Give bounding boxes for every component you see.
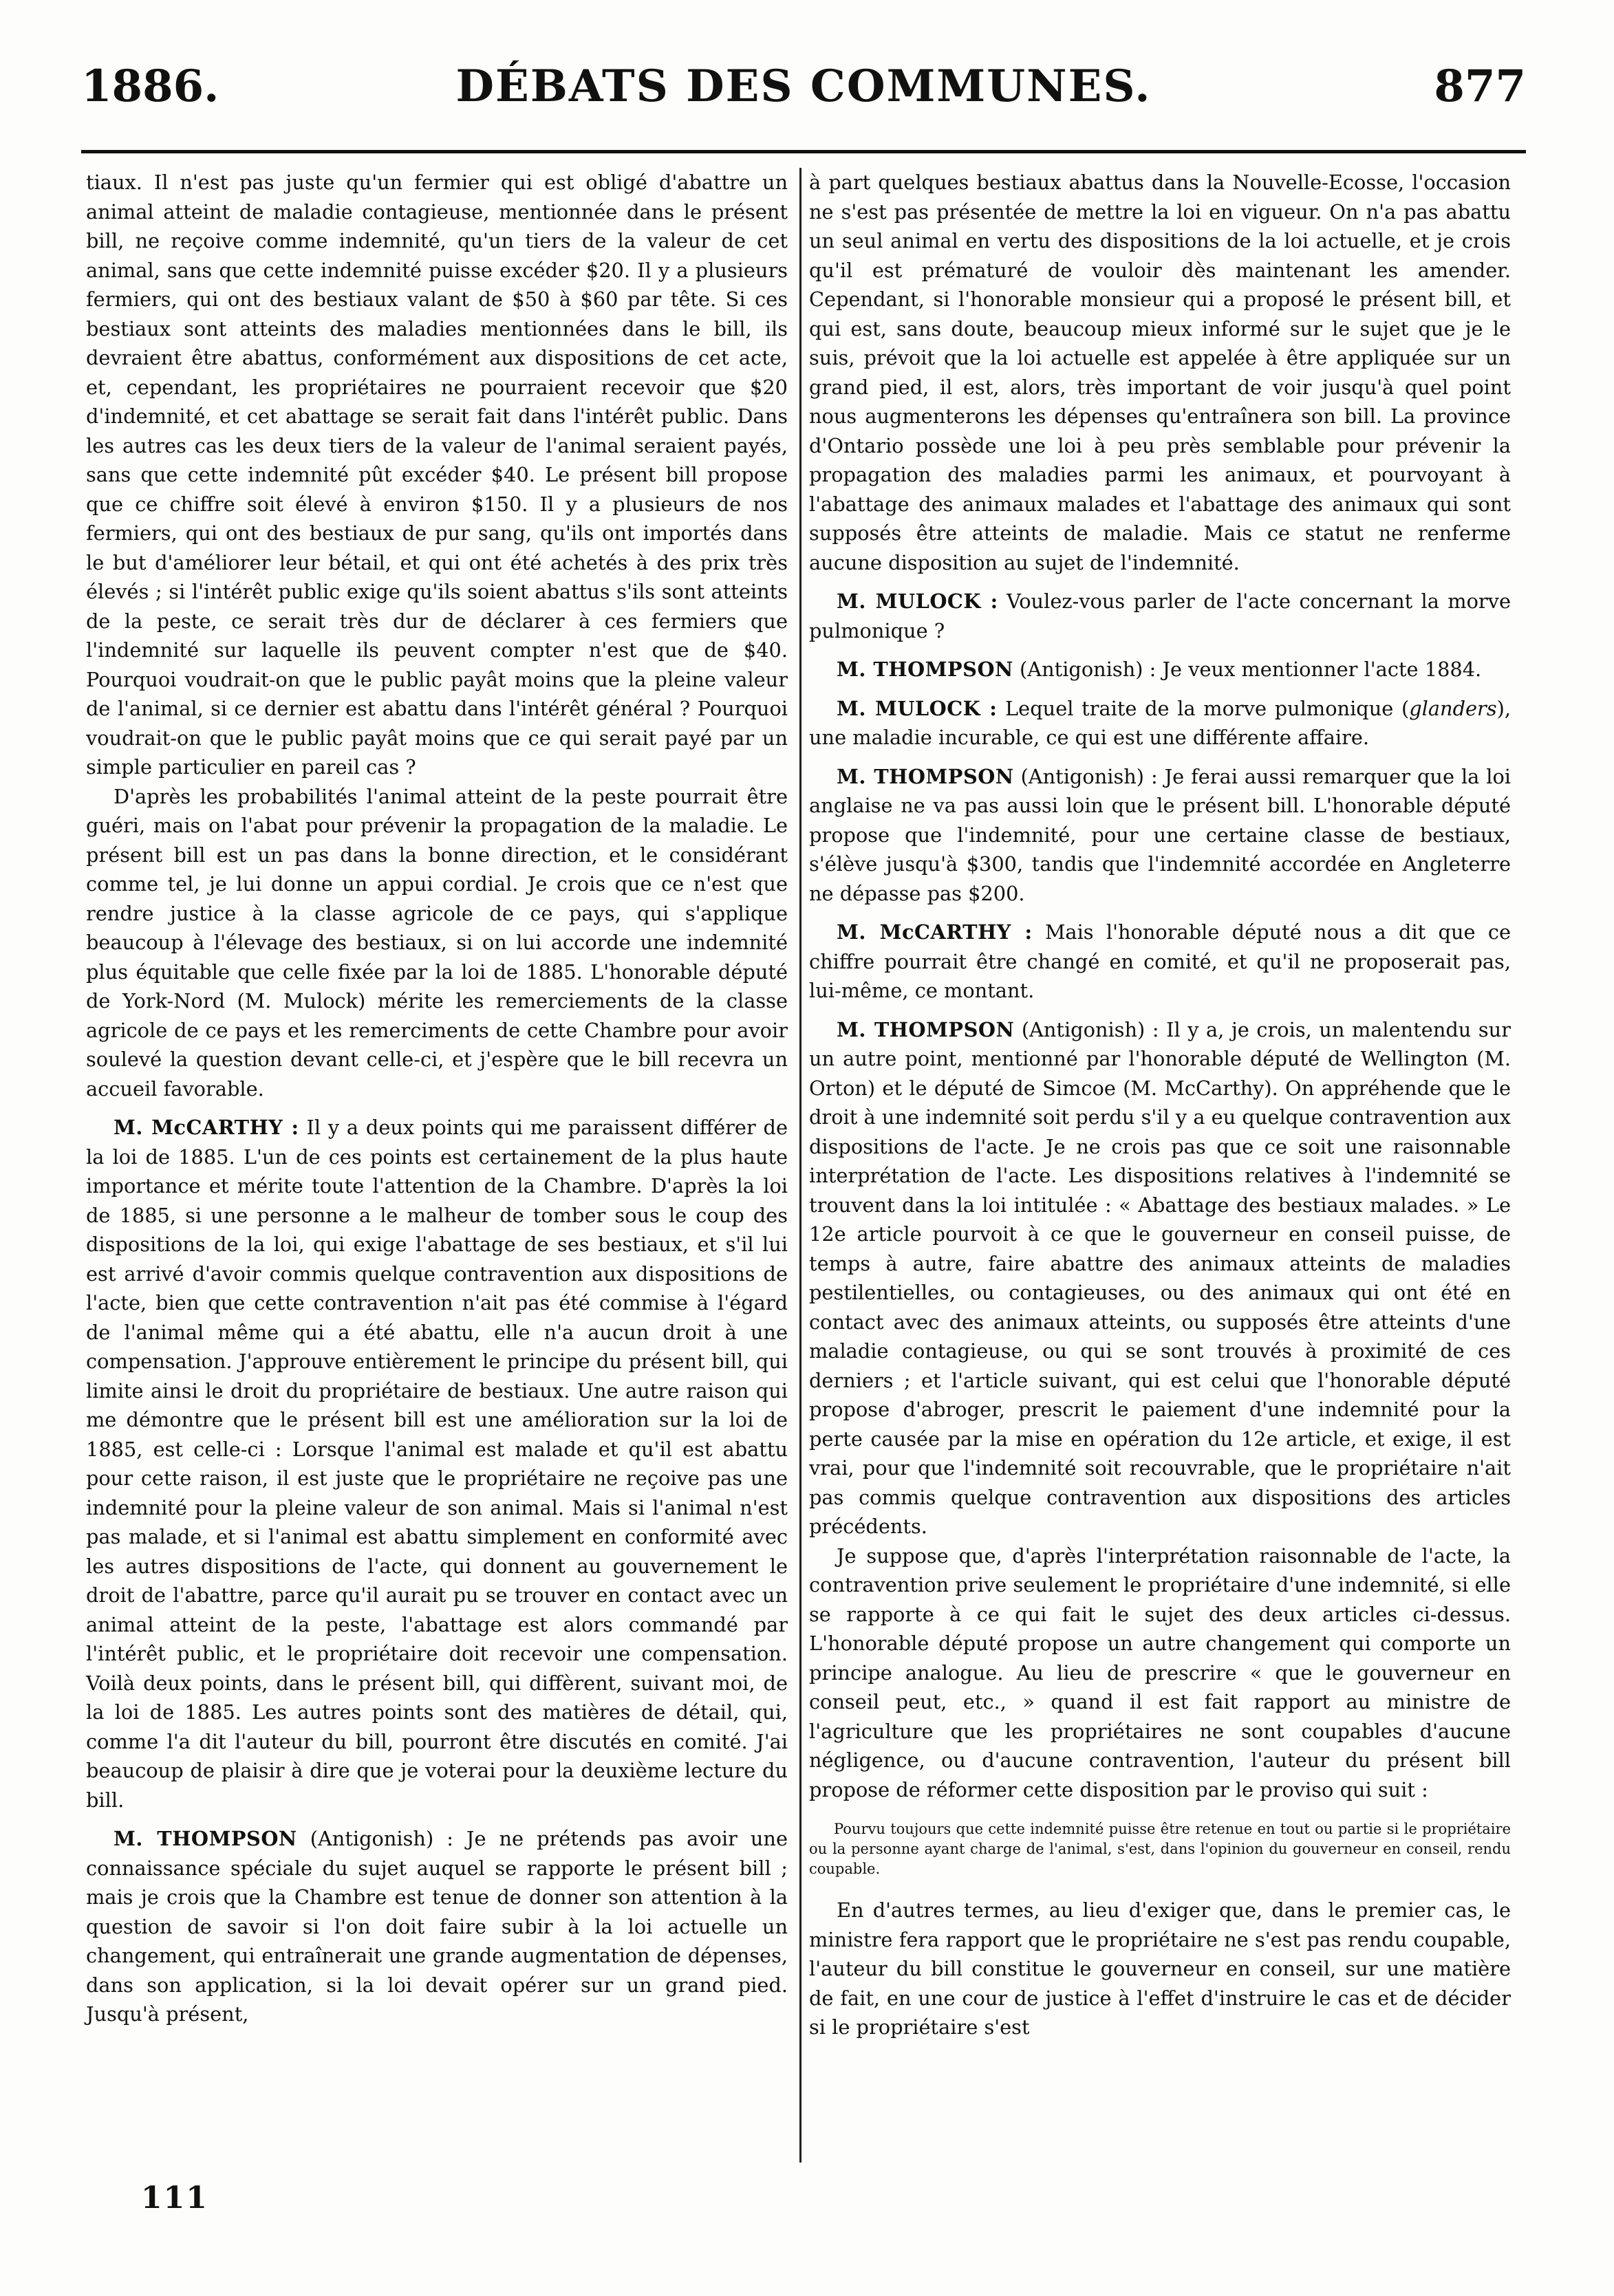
paragraph: tiaux. Il n'est pas juste qu'un fermier qui est obligé d'abattre un animal atteint de maladie contagieuse, mentionnée dans le présent bill, ne reçoive comme indemnité, qu'un tiers de la valeur de cet animal, sans que cette indemnité puisse excéder $20. Il y a plusieurs fermiers, qui ont des bestiaux valant de $50 à $60 par tête. Si ces bestiaux sont atteints des maladies mentionnées dans le bill, ils devraient être abattus, conformément aux dispositions de cet acte, et, cependant, les propriétaires ne pourraient recevoir que $20 d'indemnité, et cet abattage se serait fait dans l'intérêt public. Dans les autres cas les deux tiers de la valeur de l'animal seraient payés, sans que cette indemnité pût excéder $40. Le présent bill propose que ce chiffre soit élevé à environ $150. Il y a plusieurs de nos fermiers, qui ont des bestiaux de pur sang, qu'ils ont importés dans le but d'améliorer leur bétail, et qui ont été achetés à des prix très élevés ; si l'intérêt public exige qu'ils soient abattus s'ils sont atteints de la peste, ce serait très dur de déclarer à ces fermiers que l'indemnité sur laquelle ils peuvent compter n'est que de $40. Pourquoi voudrait-on que le public payât moins que la pleine valeur de l'animal, si ce dernier est abattu dans l'intérêt général ? Pourquoi voudrait-on que le public payât moins que ce qui serait payé par un simple particulier en pareil cas ? xyxy=(86,171,788,779)
paragraph: D'après les probabilités l'animal atteint de la peste pourrait être guéri, mais on l'abat pour prévenir la propagation de la maladie. Le présent bill est un pas dans la bonne direction, et le considérant comme tel, je lui donne un appui cordial. Je crois que ce n'est que rendre justice à la classe agricole de ce pays, qui s'applique beaucoup à l'élevage des bestiaux, si on lui accorde une indemnité plus équitable que celle fixée par la loi de 1885. L'honorable député de York-Nord (M. Mulock) mérite les remerciements de la classe agricole de ce pays et les remerciments de cette Chambre pour avoir soulevé la question devant celle-ci, et j'espère que le bill recevra un accueil favorable. xyxy=(86,784,788,1101)
speech-thompson xyxy=(809,762,1511,909)
speaker-name: M. THOMPSON xyxy=(837,764,1014,788)
speech-text: Voulez-vous parler de l'acte concernant la morve pulmonique ? xyxy=(809,589,1511,642)
speech-text: (Antigonish) : Je ne prétends pas avoir une connaissance spéciale du sujet auquel se rapporte le présent bill ; mais je crois que la Chambre est tenue de donner son attention à la question de savoir si l'on doit faire subir à la loi actuelle un changement, qui entraînerait une grande augmentation de dépenses, dans son application, si la loi devait opérer sur un grand pied. Jusqu'à présent, xyxy=(86,1827,788,2026)
speaker-name: M. MULOCK : xyxy=(837,696,998,720)
speech-text: Il y a deux points qui me paraissent différer de la loi de 1885. L'un de ces points est certainement de la plus haute importance et mérite toute l'attention de la Chambre. D'après la loi de 1885, si une personne a le malheur de tomber sous le coup des dispositions de la loi, qui exige l'abattage de ses bestiaux, et s'il lui est arrivé d'avoir commis quelque contravention aux dispositions de l'acte, bien que cette contravention n'ait pas été commise à l'égard de l'animal même qui a été abattu, elle n'a aucun droit à une compensation. J'approuve entièrement le principe du présent bill, qui limite ainsi le droit du propriétaire de bestiaux. Une autre raison qui me démontre que le présent bill est une amélioration sur la loi de 1885, est celle-ci : Lorsque l'animal est malade et qu'il est abattu pour cette raison, il est juste que le propriétaire ne reçoive pas une indemnité pour la pleine valeur de son animal. Mais si l'animal n'est pas malade, et si l'animal est abattu simplement en conformité avec les autres dispositions de l'acte, qui donnent au gouvernement le droit de l'abattre, parce qu'il aurait pu se trouver en contact avec un animal atteint de la peste, l'abattage est alors commandé par l'intérêt public, et le propriétaire doit recevoir une compensation. Voilà deux points, dans le présent bill, qui diffèrent, suivant moi, de la loi de 1885. Les autres points sont des matières de détail, qui, comme l'a dit l'auteur du bill, pourront être discutés en comité. J'ai beaucoup de plaisir à dire que je voterai pour la deuxième lecture du bill. xyxy=(86,1116,788,1812)
speech-text: (Antigonish) : Je ferai aussi remarquer que la loi anglaise ne va pas aussi loin que le présent bill. L'honorable député propose que l'indemnité, pour une certaine classe de bestiaux, s'élève jusqu'à $300, tandis que l'indemnité accordée en Angleterre ne dépasse pas $200. xyxy=(809,764,1511,905)
right-column xyxy=(809,168,1511,2042)
speech-text: (Antigonish) : Je veux mentionner l'acte 1884. xyxy=(1013,658,1482,681)
speech-thompson xyxy=(809,655,1511,684)
column-divider xyxy=(799,168,801,2163)
running-head xyxy=(81,61,1526,143)
speech-text: ), une maladie incurable, ce qui est une différente affaire. xyxy=(809,696,1511,749)
paragraph: En d'autres termes, au lieu d'exiger que, dans le premier cas, le ministre fera rapport que le propriétaire ne s'est pas rendu coupable, l'auteur du bill constitue le gouverneur en conseil, sur une matière de fait, en une cour de justice à l'effet d'instruire le cas et de décider si le propriétaire s'est xyxy=(809,1898,1511,2039)
header-rule xyxy=(81,150,1526,153)
proviso-text: Pourvu toujours que cette indemnité puisse être retenue en tout ou partie si le propriétaire ou la personne ayant charge de l'animal, s'est, dans l'opinion du gouverneur en conseil, rendu coupable. xyxy=(809,1821,1511,1877)
signature-mark: 111 xyxy=(141,2180,208,2216)
speech-mulock xyxy=(809,587,1511,645)
speech-text: Lequel traite de la morve pulmonique ( xyxy=(997,696,1410,720)
quoted-proviso xyxy=(809,1819,1511,1879)
speaker-name: M. THOMPSON xyxy=(837,658,1013,681)
paragraph: à part quelques bestiaux abattus dans la Nouvelle-Ecosse, l'occasion ne s'est pas présentée de mettre la loi en vigueur. On n'a pas abattu un seul animal en vertu des dispositions de la loi actuelle, et je crois qu'il est prématuré de vouloir dès maintenant les amender. Cependant, si l'honorable monsieur qui a proposé le présent bill, et qui est, sans doute, beaucoup mieux informé sur le sujet que je le suis, prévoit que la loi actuelle est appelée à être appliquée sur un grand pied, il est, alors, très important de voir jusqu'à quel point nous augmenterons les dépenses qu'entraînera son bill. La province d'Ontario possède une loi à peu près semblable pour prévenir la propagation des maladies parmi les animaux, et pourvoyant à l'abattage des animaux malades et l'abattage des animaux qui sont supposés être atteints de maladie. Mais ce statut ne renferme aucune disposition au sujet de l'indemnité. xyxy=(809,171,1511,574)
header-year: 1886. xyxy=(81,61,219,112)
speaker-name: M. THOMPSON xyxy=(114,1827,297,1850)
italic-term: glanders xyxy=(1409,696,1497,720)
speech-thompson xyxy=(86,1824,788,2029)
left-column xyxy=(86,168,788,2029)
speech-thompson xyxy=(809,1015,1511,1541)
speech-mccarthy xyxy=(809,918,1511,1006)
speaker-name: M. MULOCK : xyxy=(837,589,998,613)
speech-text: (Antigonish) : Il y a, je crois, un malentendu sur un autre point, mentionné par l'honorable député de Wellington (M. Orton) et le député de Simcoe (M. McCarthy). On appréhende que le droit à une indemnité soit perdu s'il y a eu quelque contravention aux dispositions de l'acte. Je ne crois pas que ce soit une raisonnable interprétation de l'acte. Les dispositions relatives à l'indemnité se trouvent dans la loi intitulée : « Abattage des bestiaux malades. » Le 12e article pourvoit à ce que le gouverneur en conseil puisse, de temps à autre, faire abattre des animaux atteints de maladies pestilentielles, ou contagieuses, ou des animaux qui ont été en contact avec des animaux atteints, ou supposés être atteints d'une maladie contagieuse, ou qui se sont trouvés à proximité de ces derniers ; et l'article suivant, qui est celui que l'honorable député propose d'abroger, prescrit le paiement d'une indemnité pour la perte causée par la mise en opération du 12e article, et exige, il est vrai, pour que l'indemnité soit recouvrable, que le propriétaire n'ait pas commis quelque contravention aux dispositions des articles précédents. xyxy=(809,1017,1511,1538)
page-title: DÉBATS DES COMMUNES. xyxy=(455,61,1152,112)
speech-text: Mais l'honorable député nous a dit que ce chiffre pourrait être changé en comité, et qu'il ne proposerait pas, lui-même, ce montant. xyxy=(809,920,1511,1002)
speaker-name: M. THOMPSON xyxy=(837,1017,1015,1041)
speaker-name: M. McCARTHY : xyxy=(837,920,1033,944)
paragraph: Je suppose que, d'après l'interprétation raisonnable de l'acte, la contravention prive seulement le propriétaire d'une indemnité, si elle se rapporte à ce qui fait le sujet des deux articles ci-dessus. L'honorable député propose un autre changement qui comporte un principe analogue. Au lieu de prescrire « que le gouverneur en conseil peut, etc., » quand il est fait rapport au ministre de l'agriculture que les propriétaires ne sont coupables d'aucune négligence, ou d'aucune contravention, l'auteur du présent bill propose de réformer cette disposition par le proviso qui suit : xyxy=(809,1544,1511,1801)
page-number: 877 xyxy=(1434,61,1526,112)
speech-mulock xyxy=(809,694,1511,752)
speech-mccarthy xyxy=(86,1113,788,1815)
speaker-name: M. McCARTHY : xyxy=(114,1116,299,1139)
